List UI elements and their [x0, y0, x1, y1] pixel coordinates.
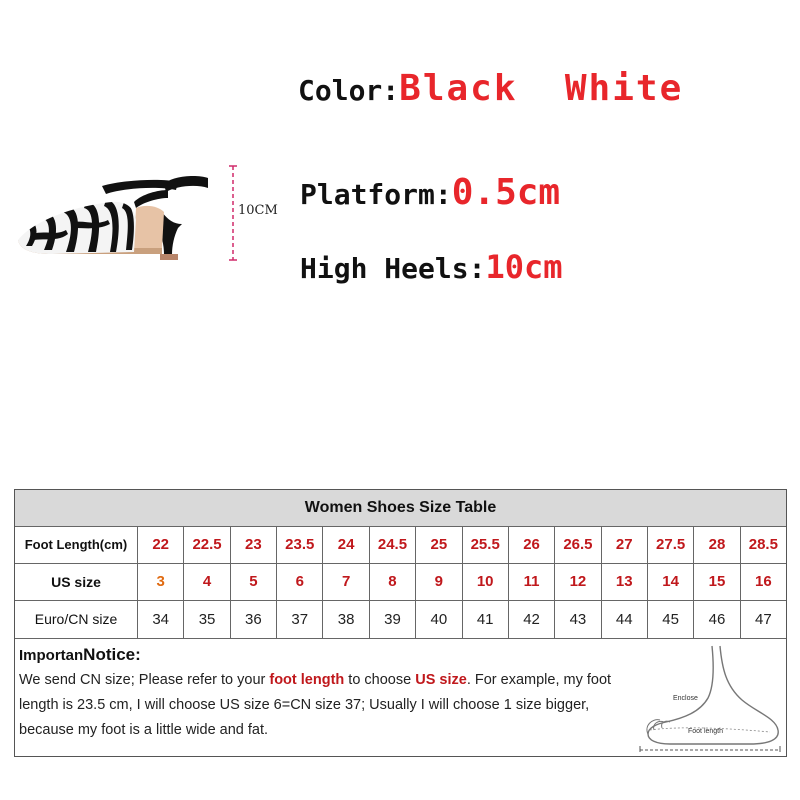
shoe-image: [12, 150, 222, 270]
table-cell: 39: [370, 600, 416, 638]
notice-title-prefix: Importan: [19, 647, 84, 664]
height-dimension-label: 10CM: [238, 203, 278, 218]
table-cell: 5: [231, 563, 277, 600]
table-cell: 22.5: [184, 526, 230, 563]
foot-caption-length: Foot length: [688, 728, 724, 735]
size-table-title: Women Shoes Size Table: [15, 490, 786, 527]
table-cell: 41: [463, 600, 509, 638]
foot-length-row: [15, 526, 786, 564]
height-dimension-marker: [228, 165, 238, 261]
us-size-row: [15, 563, 786, 601]
heels-value: 10cm: [485, 248, 563, 286]
table-cell: 24: [323, 526, 369, 563]
table-cell: 25.5: [463, 526, 509, 563]
table-cell: 26: [509, 526, 555, 563]
table-cell: 15: [694, 563, 740, 600]
table-cell: 46: [694, 600, 740, 638]
table-cell: 40: [416, 600, 462, 638]
notice-text-1: We send CN size; Please refer to your: [19, 672, 270, 688]
notice-body: [19, 668, 629, 743]
table-cell: 14: [648, 563, 694, 600]
table-cell: 10: [463, 563, 509, 600]
table-cell: 42: [509, 600, 555, 638]
table-cell: 43: [555, 600, 601, 638]
notice-text-3: . For example, my foot length is 23.5 cm, I will choose US size 6=CN size 37; Usually I will choose 1 size bigger, because my foot is a little wide and fat.: [19, 672, 612, 738]
platform-label: Platform:: [300, 178, 452, 211]
important-notice: [19, 642, 629, 743]
table-cell: 28.5: [748, 536, 778, 553]
table-cell: 37: [277, 600, 323, 638]
table-cell: 24.5: [370, 526, 416, 563]
table-cell: 23.5: [277, 526, 323, 563]
heels-spec: [300, 248, 563, 286]
table-cell: 22: [138, 526, 184, 563]
euro-cn-size-row: [15, 600, 786, 639]
size-table: [14, 489, 787, 757]
notice-title-suffix: Notice:: [83, 645, 141, 664]
table-cell: 7: [323, 563, 369, 600]
row-label: US size: [15, 563, 138, 600]
notice-highlight-foot-length: foot length: [269, 672, 345, 688]
platform-spec: [300, 172, 560, 213]
table-cell: 9: [416, 563, 462, 600]
table-cell: 44: [602, 600, 648, 638]
notice-text-2: to choose: [344, 672, 416, 688]
table-cell: 28: [694, 526, 740, 563]
table-cell: 45: [648, 600, 694, 638]
table-cell: 38: [323, 600, 369, 638]
notice-highlight-us-size: US size: [415, 672, 467, 688]
table-cell: 11: [509, 563, 555, 600]
table-cell: 35: [184, 600, 230, 638]
table-cell: 27.5: [648, 526, 694, 563]
color-values: Black White: [399, 68, 684, 109]
table-cell: 3: [138, 563, 184, 600]
row-label: Foot Length(cm): [15, 526, 138, 563]
table-cell: 34: [138, 600, 184, 638]
row-label: Euro/CN size: [15, 600, 138, 638]
table-cell: 12: [555, 563, 601, 600]
table-cell: 13: [602, 563, 648, 600]
table-cell: 25: [416, 526, 462, 563]
table-cell: 16: [755, 573, 772, 590]
table-cell: 8: [370, 563, 416, 600]
table-cell: 36: [231, 600, 277, 638]
heels-label: High Heels:: [300, 252, 486, 285]
platform-value: 0.5cm: [451, 172, 561, 213]
color-spec: [298, 68, 683, 109]
color-label: Color:: [298, 74, 400, 107]
foot-measurement-diagram: [630, 638, 785, 753]
notice-title: [19, 642, 629, 668]
table-cell: 27: [602, 526, 648, 563]
table-cell: 23: [231, 526, 277, 563]
table-cell: 26.5: [555, 526, 601, 563]
table-cell: 6: [277, 563, 323, 600]
table-cell: 47: [755, 610, 772, 628]
table-cell: 4: [184, 563, 230, 600]
foot-caption-enclose: Enclose: [673, 695, 698, 702]
